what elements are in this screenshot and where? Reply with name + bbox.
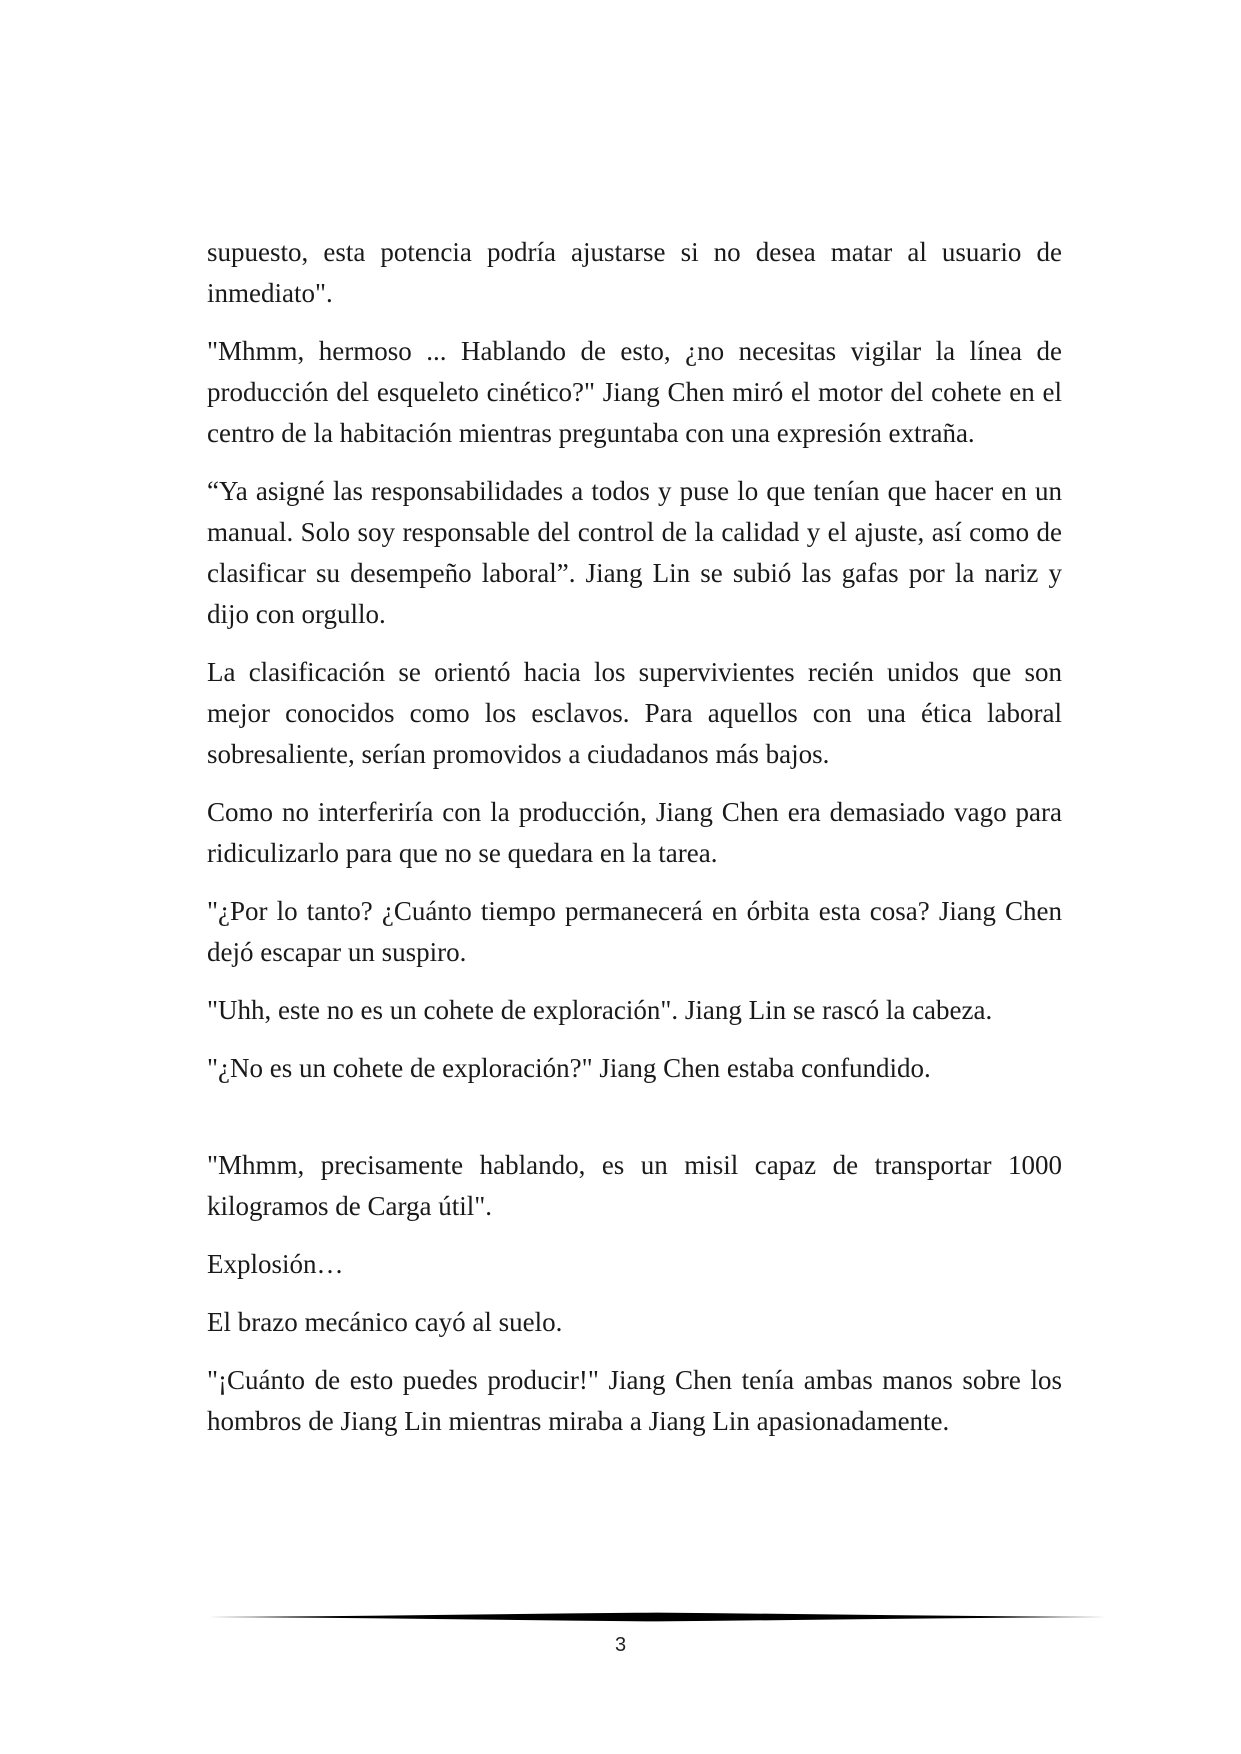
page-number: 3 xyxy=(614,1634,627,1656)
paragraph: Como no interferiría con la producción, Jiang Chen era demasiado vago para ridiculizarlo para que no se quedara en la tarea. xyxy=(207,797,1062,868)
paragraph: El brazo mecánico cayó al suelo. xyxy=(207,1307,563,1337)
paragraph: "¿No es un cohete de exploración?" Jiang Chen estaba confundido. xyxy=(207,1053,931,1083)
paragraph: "¿Por lo tanto? ¿Cuánto tiempo permanecerá en órbita esta cosa? Jiang Chen dejó escapar un suspiro. xyxy=(207,896,1062,967)
paragraph: “Ya asigné las responsabilidades a todos y puse lo que tenían que hacer en un manual. Solo soy responsable del control de la calidad y el ajuste, así como de clasificar su desempeño laboral”. Jiang Lin se subió las gafas por la nariz y dijo con orgullo. xyxy=(207,476,1062,629)
paragraph: "¡Cuánto de esto puedes producir!" Jiang Chen tenía ambas manos sobre los hombros de Jiang Lin mientras miraba a Jiang Lin apasionadamente. xyxy=(207,1365,1062,1436)
paragraph: "Uhh, este no es un cohete de exploración". Jiang Lin se rascó la cabeza. xyxy=(207,995,993,1025)
paragraph: supuesto, esta potencia podría ajustarse si no desea matar al usuario de inmediato". xyxy=(207,237,1062,308)
paragraph: La clasificación se orientó hacia los supervivientes recién unidos que son mejor conocidos como los esclavos. Para aquellos con una ética laboral sobresaliente, serían promovidos a ciudadanos más bajos. xyxy=(207,657,1062,769)
footer-rule xyxy=(208,1612,1106,1622)
paragraph: "Mhmm, hermoso ... Hablando de esto, ¿no necesitas vigilar la línea de producción del esqueleto cinético?" Jiang Chen miró el motor del cohete en el centro de la habitación mientras preguntaba con una expresión extraña. xyxy=(207,336,1062,448)
paragraph: Explosión… xyxy=(207,1249,344,1279)
paragraph: "Mhmm, precisamente hablando, es un misil capaz de transportar 1000 kilogramos de Carga útil". xyxy=(207,1150,1062,1221)
body-text xyxy=(207,232,1062,1459)
